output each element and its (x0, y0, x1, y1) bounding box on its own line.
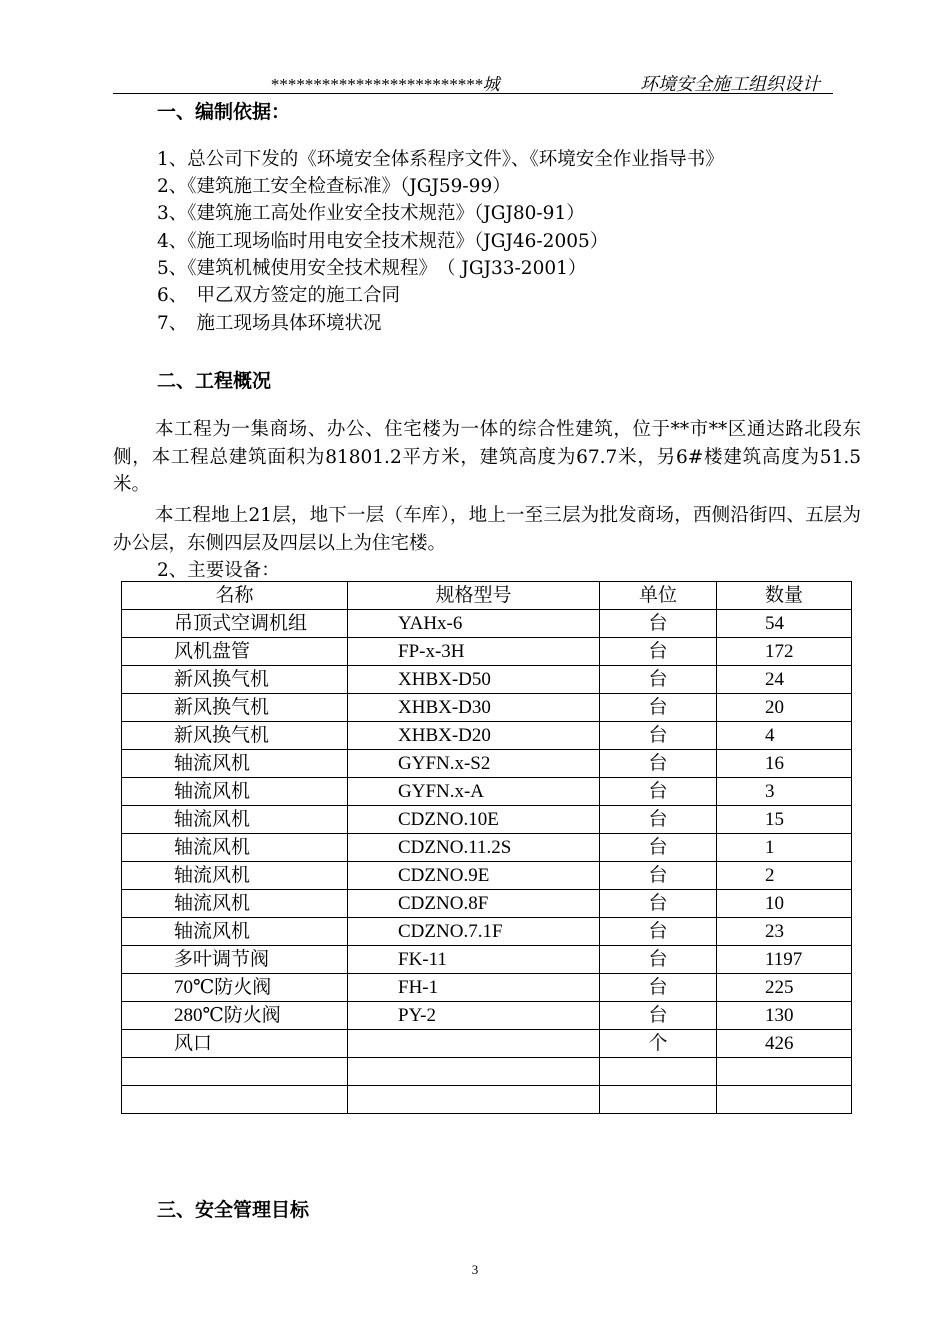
table-row (122, 974, 852, 1002)
cell-model: GYFN.x-A (348, 778, 600, 806)
table-row (122, 1030, 852, 1058)
table-row (122, 918, 852, 946)
cell-unit: 台 (600, 918, 717, 946)
cell-quantity: 20 (717, 694, 852, 722)
cell-model: CDZNO.9E (348, 862, 600, 890)
cell-name: 新风换气机 (122, 694, 348, 722)
cell-model (348, 1030, 600, 1058)
cell-model: XHBX-D30 (348, 694, 600, 722)
cell-unit: 台 (600, 666, 717, 694)
header-name: 名称 (122, 582, 348, 610)
cell-quantity (717, 1058, 852, 1086)
header-model: 规格型号 (348, 582, 600, 610)
cell-model: FK-11 (348, 946, 600, 974)
cell-name (122, 1058, 348, 1086)
table-row (122, 834, 852, 862)
equipment-subtitle: 2、主要设备： (157, 560, 280, 581)
cell-quantity: 16 (717, 750, 852, 778)
cell-name: 轴流风机 (122, 834, 348, 862)
table-row (122, 694, 852, 722)
section2-heading: 二、工程概况 (157, 370, 272, 392)
cell-unit: 台 (600, 1002, 717, 1030)
overview-paragraph-2: 本工程地上21层，地下一层（车库），地上一至三层为批发商场，西侧沿街四、五层为办公层，东侧四层及四层以上为住宅楼。 (113, 505, 861, 554)
cell-name: 280℃防火阀 (122, 1002, 348, 1030)
table-row (122, 862, 852, 890)
cell-name: 轴流风机 (122, 918, 348, 946)
cell-quantity: 225 (717, 974, 852, 1002)
cell-unit: 台 (600, 834, 717, 862)
cell-unit: 台 (600, 946, 717, 974)
cell-model: PY-2 (348, 1002, 600, 1030)
cell-quantity: 10 (717, 890, 852, 918)
page-number: 3 (471, 1262, 479, 1277)
cell-name: 风机盘管 (122, 638, 348, 666)
table-row (122, 1058, 852, 1086)
cell-quantity: 24 (717, 666, 852, 694)
cell-name: 新风换气机 (122, 722, 348, 750)
header-right-text: 环境安全施工组织设计 (640, 74, 820, 95)
header-rule (113, 93, 833, 94)
table-row (122, 750, 852, 778)
basis-item-3: 3、《建筑施工高处作业安全技术规范》（JGJ80-91） (157, 203, 585, 224)
cell-unit: 台 (600, 750, 717, 778)
cell-quantity: 3 (717, 778, 852, 806)
cell-quantity: 4 (717, 722, 852, 750)
cell-quantity: 1197 (717, 946, 852, 974)
header-quantity: 数量 (717, 582, 852, 610)
cell-name: 轴流风机 (122, 806, 348, 834)
table-row (122, 778, 852, 806)
cell-model: XHBX-D50 (348, 666, 600, 694)
cell-quantity: 426 (717, 1030, 852, 1058)
cell-unit: 台 (600, 974, 717, 1002)
cell-unit: 台 (600, 890, 717, 918)
cell-model: XHBX-D20 (348, 722, 600, 750)
cell-model: CDZNO.8F (348, 890, 600, 918)
table-row (122, 1086, 852, 1114)
cell-unit: 台 (600, 778, 717, 806)
cell-name (122, 1086, 348, 1114)
cell-name: 多叶调节阀 (122, 946, 348, 974)
table-row (122, 666, 852, 694)
basis-item-4: 4、《施工现场临时用电安全技术规范》（JGJ46-2005） (157, 231, 609, 252)
cell-model: FH-1 (348, 974, 600, 1002)
cell-name: 风口 (122, 1030, 348, 1058)
table-row (122, 1002, 852, 1030)
table-row (122, 638, 852, 666)
cell-quantity: 15 (717, 806, 852, 834)
cell-unit: 台 (600, 722, 717, 750)
cell-quantity: 54 (717, 610, 852, 638)
table-header-row (122, 582, 852, 610)
table-row (122, 722, 852, 750)
cell-name: 新风换气机 (122, 666, 348, 694)
header-unit: 单位 (600, 582, 717, 610)
basis-item-1: 1、总公司下发的《环境安全体系程序文件》、《环境安全作业指导书》 (157, 149, 724, 170)
cell-quantity: 2 (717, 862, 852, 890)
section3-heading: 三、安全管理目标 (157, 1199, 310, 1221)
table-row (122, 610, 852, 638)
cell-unit: 个 (600, 1030, 717, 1058)
cell-unit (600, 1086, 717, 1114)
cell-model: GYFN.x-S2 (348, 750, 600, 778)
cell-model: CDZNO.7.1F (348, 918, 600, 946)
cell-unit (600, 1058, 717, 1086)
cell-name: 吊顶式空调机组 (122, 610, 348, 638)
cell-quantity (717, 1086, 852, 1114)
cell-quantity: 23 (717, 918, 852, 946)
cell-model: YAHx-6 (348, 610, 600, 638)
table-row (122, 946, 852, 974)
cell-model: CDZNO.10E (348, 806, 600, 834)
basis-item-7: 7、 施工现场具体环境状况 (157, 313, 382, 334)
basis-item-5: 5、《建筑机械使用安全技术规程》 （ JGJ33-2001） (157, 258, 587, 279)
equipment-table (121, 581, 852, 1114)
basis-item-2: 2、《建筑施工安全检查标准》（JGJ59-99） (157, 176, 511, 197)
cell-name: 轴流风机 (122, 778, 348, 806)
basis-item-6: 6、 甲乙双方签定的施工合同 (157, 285, 401, 306)
table-row (122, 890, 852, 918)
cell-quantity: 172 (717, 638, 852, 666)
cell-name: 轴流风机 (122, 750, 348, 778)
cell-model (348, 1058, 600, 1086)
cell-model (348, 1086, 600, 1114)
table-row (122, 806, 852, 834)
cell-name: 轴流风机 (122, 862, 348, 890)
cell-model: CDZNO.11.2S (348, 834, 600, 862)
cell-name: 70℃防火阀 (122, 974, 348, 1002)
header-left-text: *************************城 (270, 75, 500, 94)
cell-model: FP-x-3H (348, 638, 600, 666)
cell-unit: 台 (600, 862, 717, 890)
cell-unit: 台 (600, 694, 717, 722)
section1-heading: 一、编制依据： (157, 101, 291, 123)
cell-unit: 台 (600, 638, 717, 666)
cell-unit: 台 (600, 610, 717, 638)
cell-quantity: 130 (717, 1002, 852, 1030)
cell-name: 轴流风机 (122, 890, 348, 918)
cell-quantity: 1 (717, 834, 852, 862)
overview-paragraph-1: 本工程为一集商场、办公、住宅楼为一体的综合性建筑，位于**市**区通达路北段东侧，本工程总建筑面积为81801.2平方米，建筑高度为67.7米，另6#楼建筑高度为51.5米。 (113, 419, 861, 495)
cell-unit: 台 (600, 806, 717, 834)
